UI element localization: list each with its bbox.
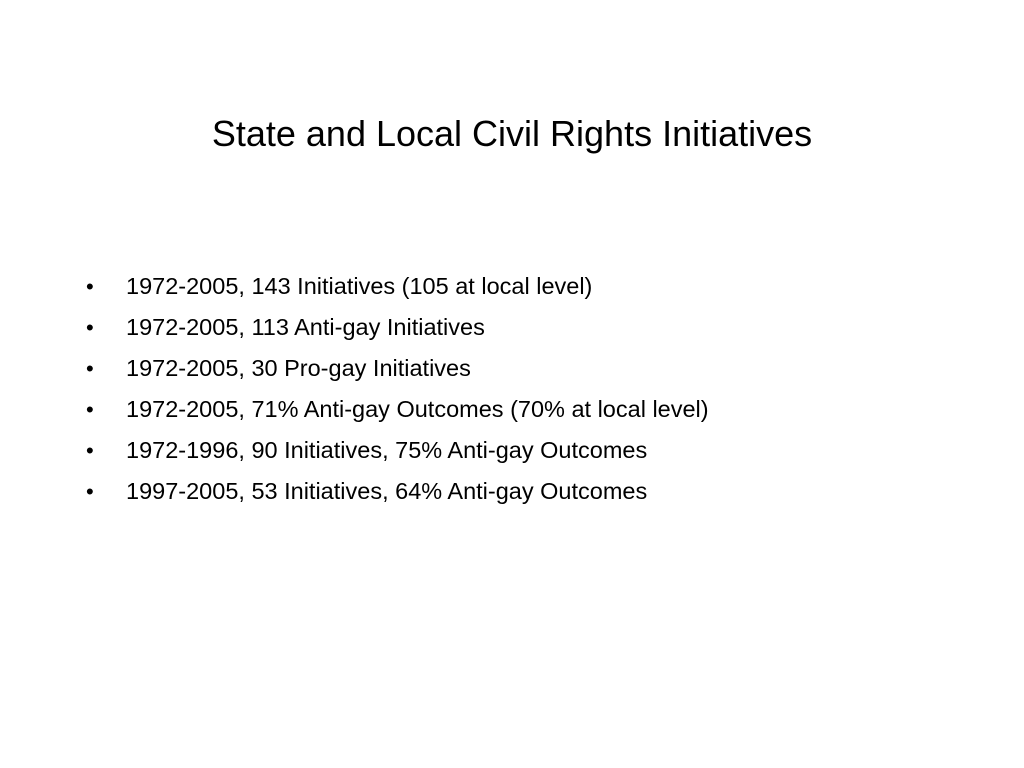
bullet-text: 1972-2005, 71% Anti-gay Outcomes (70% at local level)	[126, 396, 709, 422]
bullet-item	[86, 430, 986, 471]
bullet-item	[86, 307, 986, 348]
bullet-icon: •	[86, 438, 94, 463]
bullet-text: 1972-2005, 143 Initiatives (105 at local level)	[126, 273, 593, 299]
bullet-item	[86, 471, 986, 512]
bullet-icon: •	[86, 315, 94, 340]
bullet-text: 1997-2005, 53 Initiatives, 64% Anti-gay Outcomes	[126, 478, 648, 504]
bullet-item	[86, 389, 986, 430]
bullet-icon: •	[86, 479, 94, 504]
slide-title: State and Local Civil Rights Initiatives	[211, 113, 813, 154]
bullet-list	[86, 266, 986, 512]
bullet-icon: •	[86, 274, 94, 299]
bullet-text: 1972-2005, 113 Anti-gay Initiatives	[126, 314, 485, 340]
bullet-item	[86, 266, 986, 307]
bullet-icon: •	[86, 356, 94, 381]
bullet-icon: •	[86, 397, 94, 422]
bullet-text: 1972-2005, 30 Pro-gay Initiatives	[126, 355, 471, 381]
bullet-text: 1972-1996, 90 Initiatives, 75% Anti-gay Outcomes	[126, 437, 648, 463]
bullet-item	[86, 348, 986, 389]
